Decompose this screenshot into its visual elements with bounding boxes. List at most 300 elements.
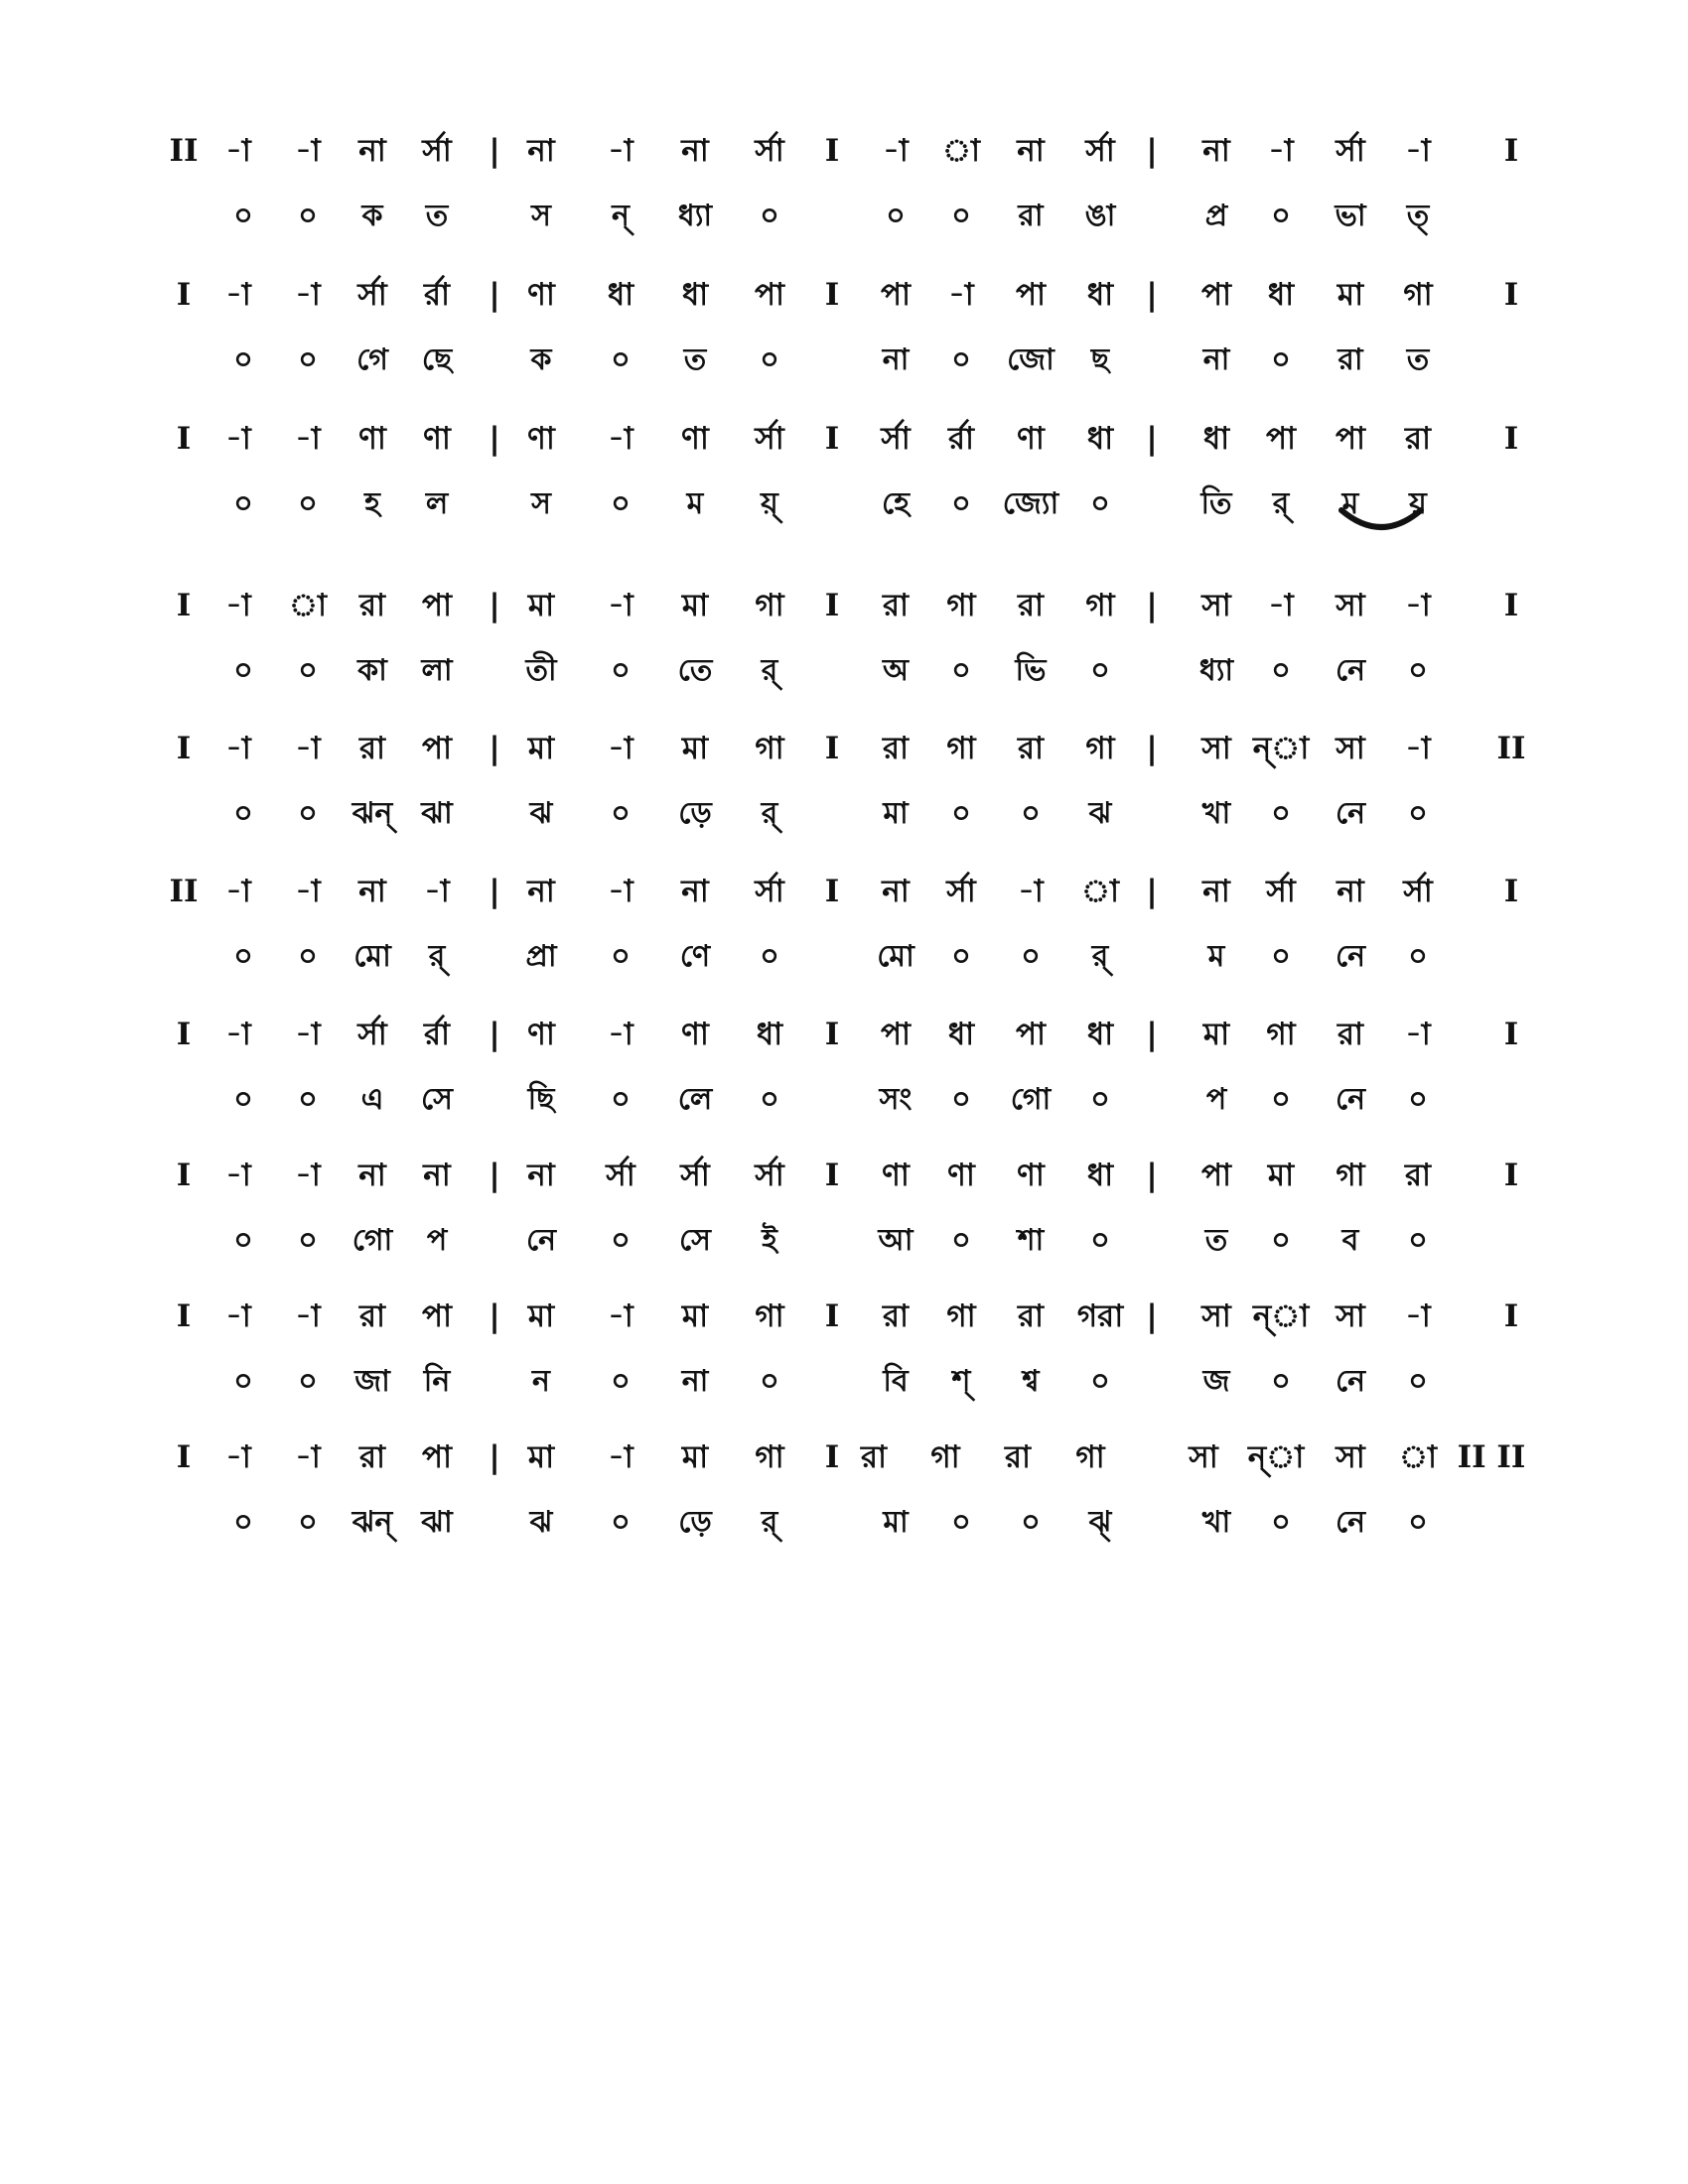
lyric-syllable: ০: [611, 1364, 631, 1399]
lyric-syllable: ০: [298, 1364, 318, 1399]
bar-line: I: [824, 1017, 840, 1052]
lyric-syllable: ০: [1271, 653, 1291, 688]
lyric-syllable: ০: [611, 1082, 631, 1117]
beat-divider: |: [489, 1298, 500, 1334]
lyric-syllable: ০: [1408, 1223, 1428, 1258]
swar-note: ণা: [947, 1158, 975, 1193]
lyric-syllable: ০: [951, 486, 971, 521]
lyric-syllable: অ: [883, 653, 909, 688]
beat-divider: |: [489, 1158, 500, 1193]
lyric-syllable: ন্: [612, 199, 630, 233]
swar-note: -া: [424, 874, 450, 909]
swar-note: -া: [948, 277, 974, 313]
bar-line: I: [1503, 421, 1519, 457]
lyric-syllable: নে: [1335, 796, 1366, 831]
lyric-syllable: ০: [233, 199, 253, 233]
bar-line: I: [176, 277, 192, 313]
lyric-syllable: প্রা: [525, 939, 557, 974]
lyric-syllable: র্: [761, 653, 778, 688]
lyric-syllable: ম: [1207, 939, 1225, 974]
lyric-syllable: ০: [298, 342, 318, 377]
lyric-syllable: ০: [298, 486, 318, 521]
swar-note: র্সা: [357, 1017, 387, 1052]
lyric-syllable: প: [1205, 1082, 1227, 1117]
notation-line-1-notes: [0, 119, 1688, 183]
lyric-syllable: ০: [1090, 1223, 1110, 1258]
bar-line: I: [176, 1017, 192, 1052]
swar-note: ন্া: [1252, 1298, 1310, 1334]
swar-note: র্সা: [755, 1158, 784, 1193]
swar-note: ণা: [527, 1017, 555, 1052]
swar-note: রা: [1404, 421, 1432, 457]
lyric-syllable: ঝ: [1088, 796, 1112, 831]
swar-note: গা: [1403, 277, 1433, 313]
lyric-syllable: লা: [421, 653, 453, 688]
lyric-syllable: নে: [1335, 653, 1366, 688]
swar-note: র্সা: [946, 874, 976, 909]
swar-note: -া: [608, 588, 633, 623]
lyric-syllable: স: [531, 486, 551, 521]
swar-note: র্সা: [1403, 874, 1433, 909]
lyric-syllable: ত্: [1406, 199, 1430, 233]
beat-divider: |: [1146, 1298, 1158, 1334]
bar-line: I: [1503, 1017, 1519, 1052]
lyric-syllable: ০: [611, 653, 631, 688]
swar-note: ধা: [1267, 277, 1295, 313]
swar-note: ণা: [681, 1017, 709, 1052]
lyric-syllable: শ্ব: [1022, 1364, 1040, 1399]
lyric-syllable: ০: [951, 342, 971, 377]
lyric-syllable: ০: [611, 1505, 631, 1540]
swar-note: -া: [295, 133, 321, 169]
swar-note: পা: [421, 1298, 453, 1334]
swar-note: ণা: [1017, 421, 1045, 457]
lyric-syllable: ০: [760, 1082, 779, 1117]
swar-note: গা: [946, 588, 976, 623]
swar-note: র্সা: [1085, 133, 1115, 169]
lyric-syllable: নে: [1335, 939, 1366, 974]
lyric-syllable: ০: [1021, 1505, 1041, 1540]
lyric-syllable: ভা: [1335, 199, 1366, 233]
beat-divider: |: [489, 421, 500, 457]
lyric-syllable: ০: [298, 1082, 318, 1117]
bar-line: II: [169, 874, 199, 909]
lyric-syllable: নে: [525, 1223, 557, 1258]
lyric-syllable: ক: [361, 199, 383, 233]
beat-divider: |: [489, 277, 500, 313]
lyric-syllable: ঝা: [421, 1505, 453, 1540]
bar-line: I: [1503, 1298, 1519, 1334]
lyric-syllable: ০: [233, 486, 253, 521]
notation-line-4-lyrics: [0, 639, 1688, 703]
swar-note: না: [1202, 133, 1230, 169]
swar-note: -া: [1268, 133, 1294, 169]
swar-note: র্সা: [1336, 133, 1365, 169]
lyric-syllable: ০: [298, 796, 318, 831]
swar-note: -া: [1405, 133, 1431, 169]
lyric-syllable: ০: [1271, 1223, 1291, 1258]
swar-note: পা: [754, 277, 785, 313]
swar-note: র্সা: [606, 1158, 635, 1193]
lyric-syllable: না: [681, 1364, 709, 1399]
swar-note: ধা: [1086, 1017, 1114, 1052]
bar-line: I: [824, 133, 840, 169]
bar-line: I: [824, 731, 840, 766]
swar-note: মা: [681, 588, 709, 623]
lyric-syllable: ০: [233, 939, 253, 974]
swar-note: রা: [882, 588, 910, 623]
swar-note: ধা: [1202, 421, 1230, 457]
lyric-syllable: ০: [1271, 939, 1291, 974]
lyric-syllable: ছি: [527, 1082, 555, 1117]
swar-note: -া: [225, 731, 251, 766]
swar-note: পা: [1015, 277, 1047, 313]
lyric-syllable: ব: [1341, 1223, 1359, 1258]
notation-line-9-lyrics: [0, 1350, 1688, 1414]
swar-note: মা: [527, 731, 555, 766]
swar-note: -া: [225, 133, 251, 169]
swar-note: পা: [1200, 277, 1232, 313]
notation-line-4-notes: [0, 574, 1688, 637]
lyric-syllable: ঝ: [529, 796, 553, 831]
swar-note: র্সা: [755, 874, 784, 909]
swar-note: -া: [225, 1158, 251, 1193]
lyric-syllable: গো: [1010, 1082, 1052, 1117]
swar-note: গা: [1075, 1439, 1105, 1475]
lyric-syllable: ত: [683, 342, 707, 377]
bar-line: I: [824, 588, 840, 623]
swar-note: গা: [755, 1298, 784, 1334]
swar-note: র্সা: [680, 1158, 710, 1193]
lyric-syllable: ০: [1271, 796, 1291, 831]
swar-note: া: [288, 588, 328, 623]
swar-note: -া: [295, 1298, 321, 1334]
lyric-syllable: মা: [883, 1505, 909, 1540]
swar-note: সা: [1336, 1439, 1365, 1475]
swar-note: মা: [681, 1298, 709, 1334]
swar-note: র্সা: [422, 133, 452, 169]
lyric-syllable: রা: [1018, 199, 1044, 233]
lyric-syllable: ০: [233, 342, 253, 377]
lyric-syllable: ০: [951, 1223, 971, 1258]
swar-note: রা: [358, 588, 386, 623]
swar-note: া: [1080, 874, 1120, 909]
bar-line: I: [176, 1439, 192, 1475]
swar-note: গা: [1336, 1158, 1365, 1193]
lyric-syllable: ০: [298, 1505, 318, 1540]
swar-note: র্সা: [881, 421, 911, 457]
lyric-syllable: জা: [354, 1364, 390, 1399]
swar-note: পা: [880, 277, 912, 313]
swar-note: সা: [1201, 588, 1231, 623]
notation-line-7-notes: [0, 1003, 1688, 1066]
lyric-syllable: ০: [611, 796, 631, 831]
swar-note: র্সা: [357, 277, 387, 313]
swar-note: রা: [860, 1439, 888, 1475]
swar-note: ন্া: [1252, 731, 1310, 766]
lyric-syllable: ধ্যা: [677, 199, 713, 233]
lyric-syllable: ভি: [1015, 653, 1047, 688]
lyric-syllable: মো: [877, 939, 914, 974]
swar-note: ধা: [1086, 1158, 1114, 1193]
swar-note: মা: [527, 588, 555, 623]
notation-line-7-lyrics: [0, 1068, 1688, 1132]
beat-divider: |: [1146, 1017, 1158, 1052]
swar-note: -া: [295, 1017, 321, 1052]
notation-line-5-notes: [0, 717, 1688, 780]
lyric-syllable: ০: [1021, 796, 1041, 831]
swar-note: না: [1336, 874, 1364, 909]
lyric-syllable: সে: [421, 1082, 453, 1117]
lyric-syllable: তী: [525, 653, 557, 688]
lyric-syllable: প: [426, 1223, 448, 1258]
lyric-syllable: ধ্যা: [1198, 653, 1234, 688]
swar-note: -া: [225, 1439, 251, 1475]
swar-note: মা: [681, 1439, 709, 1475]
swar-note: গা: [930, 1439, 960, 1475]
lyric-syllable: য়: [1409, 486, 1427, 521]
notation-line-6-lyrics: [0, 925, 1688, 989]
notation-line-8-notes: [0, 1144, 1688, 1207]
lyric-syllable: ০: [760, 342, 779, 377]
lyric-syllable: ০: [233, 653, 253, 688]
swar-note: -া: [1405, 1017, 1431, 1052]
swar-note: ণা: [527, 421, 555, 457]
swar-note: র্রা: [423, 1017, 451, 1052]
lyric-syllable: ০: [611, 342, 631, 377]
meend-slur-mark: [1338, 504, 1424, 540]
swar-note: ন্া: [1247, 1439, 1305, 1475]
swar-note: না: [423, 1158, 451, 1193]
notation-line-10-lyrics: [0, 1491, 1688, 1555]
lyric-syllable: য়্: [761, 486, 778, 521]
lyric-syllable: প্র: [1204, 199, 1228, 233]
lyric-syllable: ০: [1271, 1505, 1291, 1540]
lyric-syllable: ০: [1408, 1082, 1428, 1117]
notation-line-8-lyrics: [0, 1209, 1688, 1273]
lyric-syllable: সে: [679, 1223, 711, 1258]
lyric-syllable: ০: [298, 939, 318, 974]
lyric-syllable: নে: [1335, 1082, 1366, 1117]
bar-line: I: [176, 1158, 192, 1193]
lyric-syllable: না: [882, 342, 910, 377]
lyric-syllable: র্: [428, 939, 446, 974]
lyric-syllable: এ: [360, 1082, 384, 1117]
swar-note: ণা: [681, 421, 709, 457]
swar-note: পা: [1265, 421, 1297, 457]
bar-line: I: [824, 1298, 840, 1334]
swar-note: রা: [358, 1298, 386, 1334]
swar-note: সা: [1336, 588, 1365, 623]
swar-note: পা: [1335, 421, 1366, 457]
lyric-syllable: র্: [761, 1505, 778, 1540]
swar-note: -া: [608, 133, 633, 169]
lyric-syllable: ০: [886, 199, 906, 233]
notation-line-5-lyrics: [0, 782, 1688, 846]
lyric-syllable: জ্যো: [1002, 486, 1059, 521]
swar-note: পা: [880, 1017, 912, 1052]
swar-note: রা: [882, 1298, 910, 1334]
lyric-syllable: ঝা: [421, 796, 453, 831]
lyric-syllable: ০: [1090, 1364, 1110, 1399]
notation-line-10-notes: [0, 1426, 1688, 1489]
swar-note: গা: [1085, 731, 1115, 766]
swar-note: রা: [358, 731, 386, 766]
lyric-syllable: খা: [1201, 1505, 1231, 1540]
swar-note: না: [527, 874, 555, 909]
notation-line-2-notes: [0, 263, 1688, 327]
bar-line: I: [176, 731, 192, 766]
swar-note: পা: [1015, 1017, 1047, 1052]
lyric-syllable: কা: [357, 653, 387, 688]
beat-divider: |: [489, 1017, 500, 1052]
lyric-syllable: ০: [1408, 939, 1428, 974]
swar-note: ণা: [358, 421, 386, 457]
bar-line: I: [1503, 874, 1519, 909]
lyric-syllable: ০: [951, 1082, 971, 1117]
bar-line: II: [169, 133, 199, 169]
lyric-syllable: ত: [1406, 342, 1430, 377]
lyric-syllable: ল: [425, 486, 449, 521]
lyric-syllable: র্: [1091, 939, 1109, 974]
swar-note: -া: [295, 1439, 321, 1475]
bar-line: I: [176, 1298, 192, 1334]
bar-line: I: [824, 1158, 840, 1193]
swar-note: -া: [608, 731, 633, 766]
lyric-syllable: র্: [761, 796, 778, 831]
swar-note: ণা: [1017, 1158, 1045, 1193]
lyric-syllable: র্: [1272, 486, 1290, 521]
swar-note: -া: [295, 874, 321, 909]
beat-divider: |: [1146, 133, 1158, 169]
lyric-syllable: নে: [1335, 1505, 1366, 1540]
lyric-syllable: ০: [1090, 1082, 1110, 1117]
lyric-syllable: ০: [951, 939, 971, 974]
bar-line: I: [824, 277, 840, 313]
lyric-syllable: ০: [1271, 1364, 1291, 1399]
lyric-syllable: ড়ে: [678, 796, 712, 831]
swar-note: রা: [882, 731, 910, 766]
swar-note: -া: [295, 731, 321, 766]
bar-line: I: [1503, 133, 1519, 169]
swar-note: না: [1202, 874, 1230, 909]
swar-note: -া: [225, 1017, 251, 1052]
swar-note: রা: [1404, 1158, 1432, 1193]
bar-line: I: [824, 421, 840, 457]
lyric-syllable: ছে: [421, 342, 453, 377]
swar-note: র্সা: [755, 421, 784, 457]
notation-line-9-notes: [0, 1285, 1688, 1348]
swar-note: মা: [681, 731, 709, 766]
bar-line: II II: [1457, 1439, 1526, 1475]
lyric-syllable: ০: [951, 653, 971, 688]
lyric-syllable: ০: [1090, 486, 1110, 521]
lyric-syllable: ০: [233, 1364, 253, 1399]
lyric-syllable: ০: [760, 199, 779, 233]
lyric-syllable: স: [531, 199, 551, 233]
bar-line: I: [1503, 588, 1519, 623]
lyric-syllable: ০: [760, 1364, 779, 1399]
lyric-syllable: ০: [298, 653, 318, 688]
swar-note: সা: [1189, 1439, 1218, 1475]
bar-line: I: [1503, 1158, 1519, 1193]
swar-note: না: [358, 133, 386, 169]
lyric-syllable: লে: [677, 1082, 713, 1117]
swar-note: র্সা: [755, 133, 784, 169]
notation-line-6-notes: [0, 860, 1688, 923]
lyric-syllable: রা: [1337, 342, 1363, 377]
swar-note: -া: [225, 1298, 251, 1334]
swar-note: রা: [1017, 588, 1045, 623]
lyric-syllable: না: [1202, 342, 1230, 377]
swar-note: ধা: [1086, 277, 1114, 313]
lyric-syllable: ০: [951, 796, 971, 831]
lyric-syllable: ম: [1341, 486, 1359, 521]
swar-note: র্রা: [423, 277, 451, 313]
lyric-syllable: ০: [611, 939, 631, 974]
swar-note: গা: [946, 1298, 976, 1334]
swar-note: -া: [295, 421, 321, 457]
swar-note: রা: [1017, 1298, 1045, 1334]
lyric-syllable: বি: [883, 1364, 909, 1399]
lyric-syllable: জো: [1007, 342, 1055, 377]
swar-note: না: [681, 133, 709, 169]
swar-note: -া: [608, 1439, 633, 1475]
notation-line-3-notes: [0, 407, 1688, 471]
lyric-syllable: ০: [233, 1505, 253, 1540]
lyric-syllable: ০: [233, 1082, 253, 1117]
swar-note: -া: [1405, 1298, 1431, 1334]
bar-line: I: [1503, 277, 1519, 313]
lyric-syllable: ০: [298, 1223, 318, 1258]
swar-note: র্সা: [1266, 874, 1296, 909]
bar-line: I: [176, 588, 192, 623]
swar-note: মা: [527, 1439, 555, 1475]
swar-note: -া: [608, 1298, 633, 1334]
swar-note: না: [1017, 133, 1045, 169]
lyric-syllable: ০: [611, 486, 631, 521]
swar-note: গা: [946, 731, 976, 766]
swar-note: পা: [421, 731, 453, 766]
lyric-syllable: মা: [883, 796, 909, 831]
beat-divider: |: [1146, 1158, 1158, 1193]
swar-note: ধা: [681, 277, 709, 313]
lyric-syllable: হ: [364, 486, 380, 521]
swar-note: র্রা: [947, 421, 975, 457]
lyric-syllable: গো: [352, 1223, 393, 1258]
lyric-syllable: ০: [298, 199, 318, 233]
lyric-syllable: ০: [233, 796, 253, 831]
lyric-syllable: সং: [879, 1082, 913, 1117]
lyric-syllable: ঝন্: [352, 796, 393, 831]
swar-note: -া: [608, 874, 633, 909]
lyric-syllable: ০: [1090, 653, 1110, 688]
lyric-syllable: ঙা: [1084, 199, 1116, 233]
lyric-syllable: মো: [353, 939, 391, 974]
swar-note: -া: [1018, 874, 1044, 909]
lyric-syllable: ০: [1408, 1364, 1428, 1399]
beat-divider: |: [1146, 421, 1158, 457]
swar-note: রা: [358, 1439, 386, 1475]
swar-note: ণা: [527, 277, 555, 313]
swar-note: -া: [295, 277, 321, 313]
lyric-syllable: ত: [1204, 1223, 1228, 1258]
lyric-syllable: ০: [951, 199, 971, 233]
swar-note: া: [941, 133, 981, 169]
swar-note: -া: [225, 421, 251, 457]
swar-note: -া: [225, 874, 251, 909]
lyric-syllable: হে: [882, 486, 910, 521]
